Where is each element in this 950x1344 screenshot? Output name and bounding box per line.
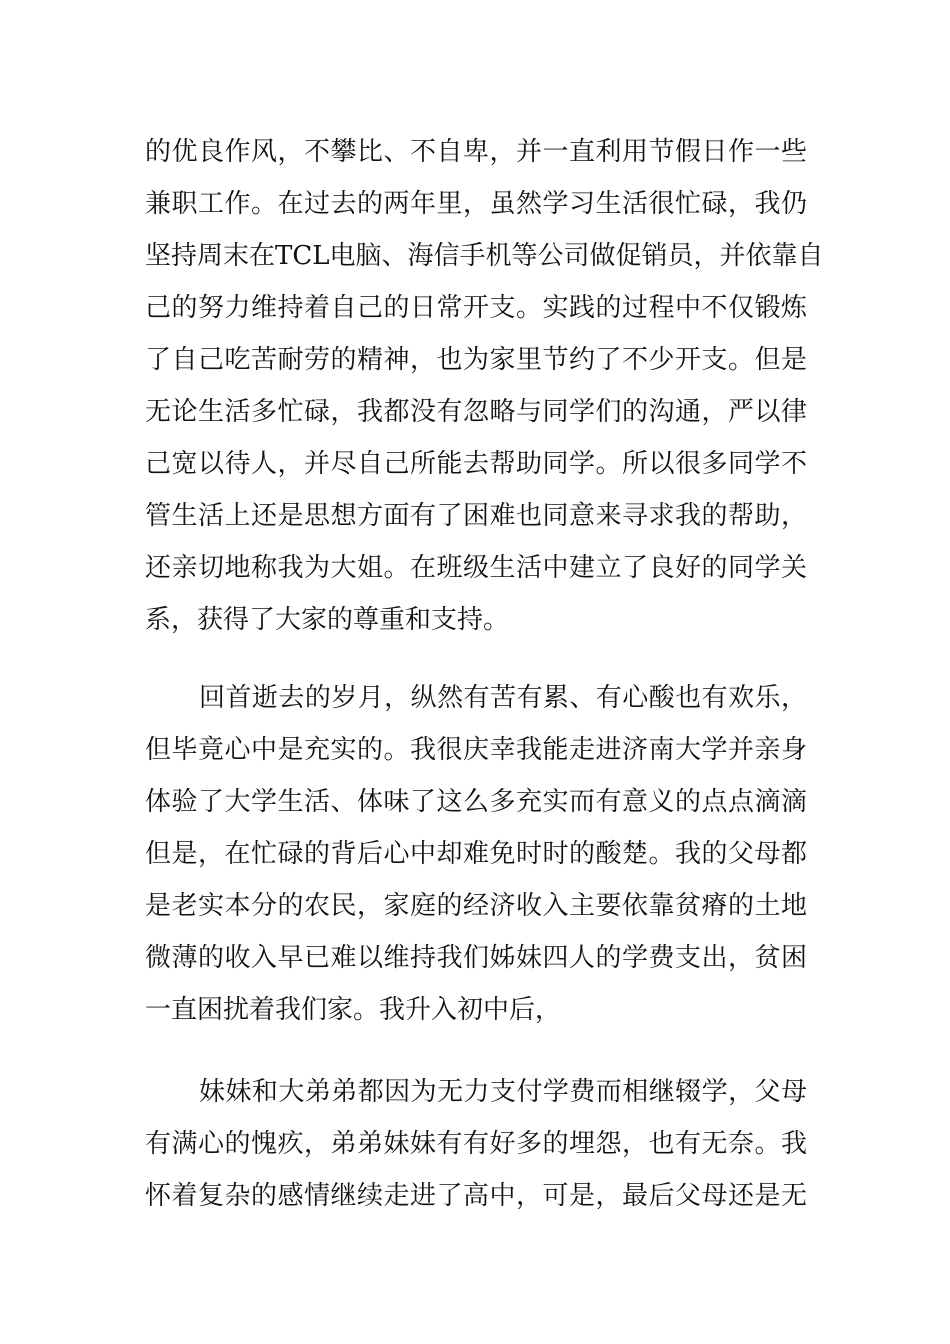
text-line: 回首逝去的岁月，纵然有苦有累、有心酸也有欢乐， <box>199 683 807 713</box>
text-line: 怀着复杂的感情继续走进了高中，可是，最后父母还是无 <box>145 1181 807 1211</box>
text-line: 的优良作风，不攀比、不自卑，并一直利用节假日作一些 <box>145 137 807 167</box>
text-line: 一直困扰着我们家。我升入初中后， <box>145 995 562 1025</box>
text-line: 兼职工作。在过去的两年里，虽然学习生活很忙碌，我仍 <box>145 189 807 219</box>
text-line: 但是，在忙碌的背后心中却难免时时的酸楚。我的父母都 <box>145 839 807 869</box>
text-line: 妹妹和大弟弟都因为无力支付学费而相继辍学，父母 <box>199 1077 807 1107</box>
text-line: 有满心的愧疚，弟弟妹妹有有好多的埋怨，也有无奈。我 <box>145 1129 807 1159</box>
text-line: 是老实本分的农民，家庭的经济收入主要依靠贫瘠的土地 <box>145 891 807 921</box>
text-line: 己宽以待人，并尽自己所能去帮助同学。所以很多同学不 <box>145 449 807 479</box>
text-line: 坚持周末在TCL电脑、海信手机等公司做促销员，并依靠自 <box>145 241 824 271</box>
text-line: 无论生活多忙碌，我都没有忽略与同学们的沟通，严以律 <box>145 397 807 427</box>
text-line: 还亲切地称我为大姐。在班级生活中建立了良好的同学关 <box>145 553 807 583</box>
text-line: 管生活上还是思想方面有了困难也同意来寻求我的帮助， <box>145 501 807 531</box>
paragraph-2 <box>145 672 807 1036</box>
text-line: 但毕竟心中是充实的。我很庆幸我能走进济南大学并亲身 <box>145 735 807 765</box>
text-line: 了自己吃苦耐劳的精神，也为家里节约了不少开支。但是 <box>145 345 807 375</box>
text-line: 体验了大学生活、体味了这么多充实而有意义的点点滴滴 <box>145 787 807 817</box>
text-line: 己的努力维持着自己的日常开支。实践的过程中不仅锻炼 <box>145 293 807 323</box>
text-line: 微薄的收入早已难以维持我们姊妹四人的学费支出，贫困 <box>145 943 807 973</box>
text-line: 系，获得了大家的尊重和支持。 <box>145 605 510 635</box>
paragraph-1 <box>145 126 824 646</box>
paragraph-3 <box>145 1066 807 1222</box>
